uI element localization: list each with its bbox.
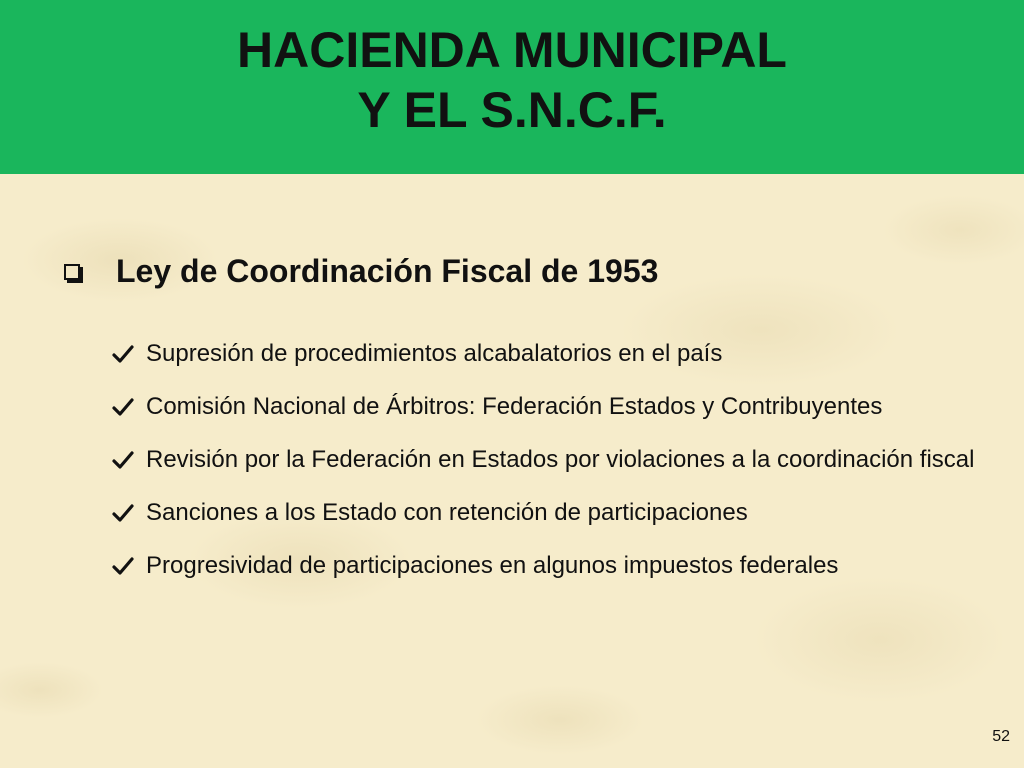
main-bullet [64,248,658,294]
checkmark-icon [112,344,134,364]
list-item-text: Progresividad de participaciones en algunos impuestos federales [146,552,839,579]
list-item [112,550,986,582]
list-item [112,338,986,370]
checkmark-icon [112,556,134,576]
list-item-text: Comisión Nacional de Árbitros: Federación Estados y Contribuyentes [146,393,883,420]
page-number: 52 [992,728,1010,745]
main-bullet-text: Ley de Coordinación Fiscal de 1953 [116,252,659,289]
bullet-list [112,338,986,603]
list-item-text: Supresión de procedimientos alcabalatorios en el país [146,340,723,367]
slide-title-line-1: HACIENDA MUNICIPAL [237,22,787,78]
checkmark-icon [112,450,134,470]
slide-title [0,20,1024,140]
square-checkbox-icon [64,264,80,280]
checkmark-icon [112,397,134,417]
list-item [112,497,986,529]
checkmark-icon [112,503,134,523]
slide-title-line-2: Y EL S.N.C.F. [357,82,667,138]
title-banner [0,0,1024,174]
list-item [112,444,986,476]
list-item-text: Sanciones a los Estado con retención de participaciones [146,499,748,526]
list-item [112,391,986,423]
list-item-text: Revisión por la Federación en Estados por violaciones a la coordinación fiscal [146,446,975,473]
